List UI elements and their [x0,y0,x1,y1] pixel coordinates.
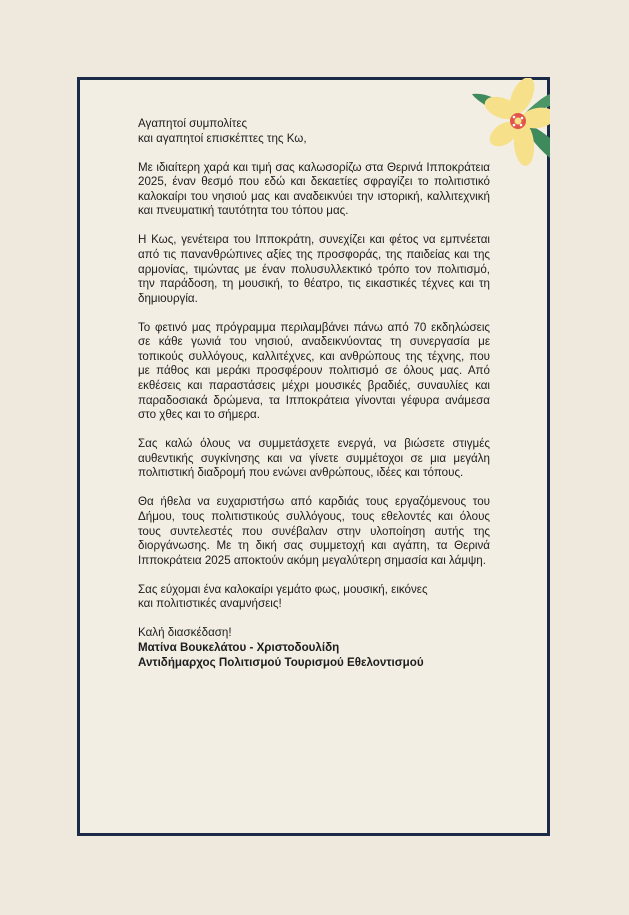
paragraph-wishes [138,583,490,612]
signature-name: Ματίνα Βουκελάτου - Χριστοδουλίδη [138,640,340,654]
paragraph-kos: Η Κως, γενέτειρα του Ιπποκράτη, συνεχίζει και φέτος να εμπνέεται από τις πανανθρώπινες αξίες της προσφοράς, της παιδείας και της αρμονίας, τιμώντας με έναν πολυσυλλεκτικό τρόπο τον πολιτισμό, την παράδοση, τη μουσική, το θέατρο, τις εικαστικές τέχνες και τη δημιουργία. [138,233,490,305]
greeting-line-2: και αγαπητοί επισκέπτες της Κω, [138,131,307,145]
wishes-line-1: Σας εύχομαι ένα καλοκαίρι γεμάτο φως, μουσική, εικόνες [138,582,428,596]
signature-block [138,626,490,670]
letter-body [138,117,490,670]
signature-title: Αντιδήμαρχος Πολιτισμού Τουρισμού Εθελοντισμού [138,655,424,669]
greeting-line-1: Αγαπητοί συμπολίτες [138,117,248,130]
greeting [138,117,490,146]
wishes-line-2: και πολιτιστικές αναμνήσεις! [138,597,282,611]
paragraph-thanks: Θα ήθελα να ευχαριστήσω από καρδιάς τους εργαζόμενους του Δήμου, τους πολιτιστικούς συλλόγους, τους εθελοντές και όλους τους συντελεστές που συνέβαλαν στην υλοποίηση αυτής της διοργάνωσης. Με τη δική σας συμμετοχή και αγάπη, τα Θερινά Ιπποκράτεια 2025 αποκτούν ακόμη μεγαλύτερη σημασία και λάμψη. [138,495,490,567]
paragraph-welcome: Με ιδιαίτερη χαρά και τιμή σας καλωσορίζω στα Θερινά Ιπποκράτεια 2025, έναν θεσμό που εδώ και δεκαετίες σφραγίζει το πολιτιστικό καλοκαίρι του νησιού μας και αναδεικνύει την ιστορική, καλλιτεχνική και πνευματική ταυτότητα του τόπου μας. [138,160,490,218]
closing-text: Καλή διασκέδαση! [138,626,232,640]
paragraph-invitation: Σας καλώ όλους να συμμετάσχετε ενεργά, να βιώσετε στιγμές αυθεντικής συγκίνησης και να γίνετε συμμέτοχοι σε μια μεγάλη πολιτιστική διαδρομή που ενώνει ανθρώπους, ιδέες και τόπους. [138,437,490,480]
paragraph-program: Το φετινό μας πρόγραμμα περιλαμβάνει πάνω από 70 εκδηλώσεις σε κάθε γωνιά του νησιού, αναδεικνύοντας τη συνεργασία με τοπικούς συλλόγους, καλλιτέχνες, και ανθρώπους της τέχνης, που με πάθος και μεράκι προσφέρουν πολιτισμό σε όλους μας. Από εκθέσεις και παραστάσεις μέχρι μουσικές βραδιές, συναυλίες και παραδοσιακά δρώμενα, τα Ιπποκράτεια γίνονται γέφυρα ανάμεσα στο χθες και το σήμερα. [138,320,490,422]
